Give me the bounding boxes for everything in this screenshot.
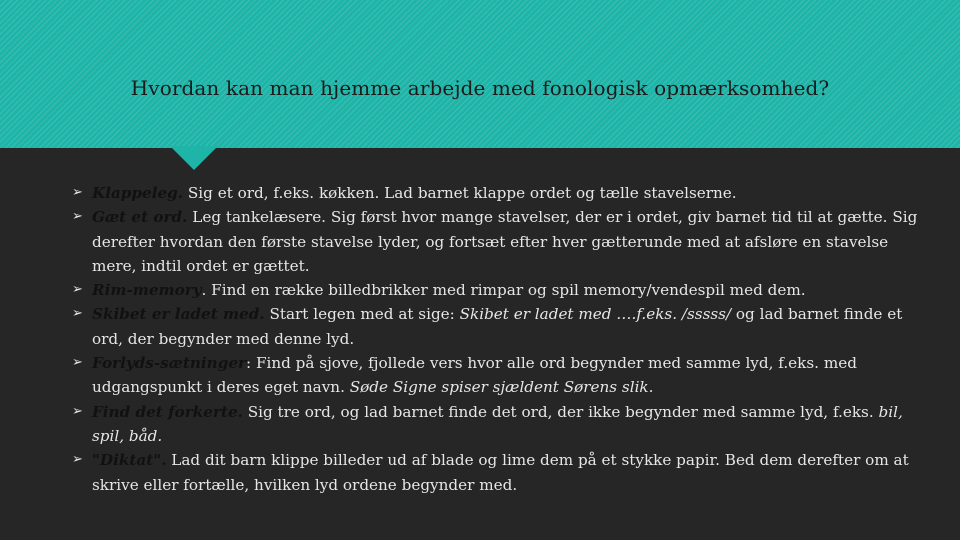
list-item (72, 351, 918, 400)
item-text: Start legen med at sige: (264, 305, 460, 324)
item-text-continued: og lad barnet finde et ord, der begynder med denne lyd. (92, 305, 903, 348)
item-term: "Diktat". (92, 451, 167, 470)
bullet-list (72, 181, 918, 497)
list-item (72, 400, 918, 449)
item-text: : Find på sjove, fjollede vers hvor alle ord begynder med samme lyd, f.eks. med udgangspunkt i deres eget navn. (92, 354, 857, 397)
header-notch (170, 146, 218, 170)
list-item (72, 448, 918, 497)
arrow-bullet-icon: ➢ (72, 306, 83, 322)
item-text: Leg tankelæsere. Sig først hvor mange stavelser, der er i ordet, giv barnet tid til at gætte. Sig derefter hvordan den første stavelse lyder, og fortsæt efter hver gætterunde med at afsløre en stavelse mere, indtil ordet er gættet. (92, 208, 918, 275)
item-term: Find det forkerte. (92, 402, 243, 421)
item-text: Sig tre ord, og lad barnet finde det ord, der ikke begynder med samme lyd, f.eks. (242, 402, 879, 421)
item-example: Skibet er ladet med ….f.eks. /sssss/ (459, 305, 732, 324)
item-text: Lad dit barn klippe billeder ud af blade og lime dem på et stykke papir. Bed dem derefter om at skrive eller fortælle, hvilken lyd ordene begynder med. (92, 451, 909, 494)
list-item (72, 205, 918, 278)
header-band (0, 0, 960, 148)
arrow-bullet-icon: ➢ (72, 185, 83, 200)
item-term: Forlyds-sætninger (92, 354, 247, 373)
list-item (72, 278, 918, 302)
item-example: bil, spil, båd. (92, 402, 903, 445)
item-example: Søde Signe spiser sjældent Sørens slik. (349, 378, 654, 397)
item-term: Gæt et ord. (92, 208, 188, 227)
item-term: Klappeleg. (92, 184, 184, 202)
item-text: Sig et ord, f.eks. køkken. Lad barnet klappe ordet og tælle stavelserne. (183, 184, 737, 202)
item-term: Rim-memory (92, 281, 202, 300)
item-text: . Find en række billedbrikker med rimpar og spil memory/vendespil med dem. (201, 281, 806, 300)
arrow-bullet-icon: ➢ (72, 452, 83, 468)
list-item (72, 302, 918, 351)
arrow-bullet-icon: ➢ (72, 355, 83, 371)
list-item (72, 181, 918, 205)
slide-title: Hvordan kan man hjemme arbejde med fonologisk opmærksomhed? (130, 76, 830, 100)
arrow-bullet-icon: ➢ (72, 209, 83, 225)
item-term: Skibet er ladet med. (92, 305, 265, 324)
arrow-bullet-icon: ➢ (72, 282, 83, 298)
arrow-bullet-icon: ➢ (72, 403, 83, 419)
